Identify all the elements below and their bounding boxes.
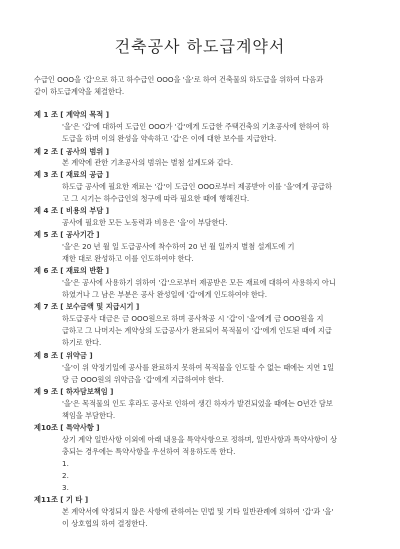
article-number: 제11조 (34, 495, 58, 504)
article-text: 급하고 그 나머지는 계약상의 도급공사가 완료되어 목적물이 '갑'에게 인도된 때에 지급 (62, 326, 332, 335)
article-heading: [ 공사기간 ] (60, 230, 100, 239)
article-number: 제 6 조 (34, 266, 58, 275)
article-5-header (34, 230, 400, 239)
article-text: 도급을 하며 이의 완성을 약속하고 '갑'은 이에 대한 보수를 지급한다. (62, 134, 277, 143)
article-text: 하도급공사 대금은 금 OOO원으로 하며 공사착공 시 '갑'이 '을'에게 금 OOO원을 지 (62, 314, 324, 323)
article-text: 책임을 부담한다. (62, 411, 116, 420)
article-11-header (34, 495, 400, 504)
article-heading: [ 재료의 반환 ] (60, 266, 109, 275)
article-number: 제10조 (34, 423, 58, 432)
article-text: '을'은 20 년 월 일 도급공사에 착수하여 20 년 월 일까지 별첨 설계도에 기 (62, 242, 295, 251)
article-9-header (34, 387, 400, 396)
article-text: 공사에 필요한 모든 노동력과 비용은 '을'이 부담한다. (62, 218, 228, 227)
article-4-header (34, 206, 400, 215)
article-number: 제 9 조 (34, 387, 58, 396)
article-text: '을'이 위 약정기일에 공사를 완료하지 못하여 목적물을 인도할 수 없는 때에는 지연 1일 (62, 363, 335, 372)
article-8-header (34, 351, 400, 360)
intro-line: 같이 하도급계약을 체결한다. (34, 87, 125, 96)
article-text: 본 계약서에 약정되지 않은 사항에 관하여는 민법 및 기타 일반관례에 의하여 '갑'과 '을' (62, 507, 334, 516)
article-number: 제 7 조 (34, 302, 58, 311)
article-text: 고 그 시기는 하수급인의 청구에 따라 필요한 때에 행해진다. (62, 194, 250, 203)
article-2-header (34, 147, 400, 156)
article-text: 하였거나 그 남은 부분은 공사 완성일에 '갑'에게 인도하여야 한다. (62, 290, 268, 299)
special-item-3: 3. (62, 483, 69, 492)
article-text: 재한 대로 완성하고 이를 인도하여야 한다. (62, 254, 194, 263)
article-text: 충되는 경우에는 특약사항을 우선하여 적용하도록 한다. (62, 447, 236, 456)
article-number: 제 4 조 (34, 206, 58, 215)
article-number: 제 1 조 (34, 110, 58, 119)
article-heading: [ 위약금 ] (60, 351, 93, 360)
article-heading: [ 비용의 부담 ] (60, 206, 109, 215)
article-7-header (34, 302, 400, 311)
article-heading: [ 보수금액 및 지급시기 ] (60, 302, 140, 311)
article-6-header (34, 266, 400, 275)
article-number: 제 2 조 (34, 147, 58, 156)
article-heading: [ 공사의 범위 ] (60, 147, 109, 156)
document-title: 건축공사 하도급계약서 (114, 37, 286, 56)
article-number: 제 5 조 (34, 230, 58, 239)
article-text: '을'은 목적물의 인도 후라도 공사로 인하여 생긴 하자가 발견되었을 때에는 O년간 담보 (62, 399, 333, 408)
intro-line: 수급인 OOO을 '갑'으로 하고 하수급인 OOO을 '을'로 하여 건축물의 하도급을 위하여 다음과 (34, 75, 324, 84)
article-text: 이 상호협의 하여 결정한다. (62, 519, 148, 528)
article-10-header (34, 423, 400, 432)
article-text: 당 금 OOO원의 위약금을 '갑'에게 지급하여야 한다. (62, 375, 224, 384)
article-number: 제 8 조 (34, 351, 58, 360)
article-text: 하도급 공사에 필요한 재료는 '갑'이 도급인 OOO로부터 제공받아 이를 '을'에게 공급하 (62, 182, 332, 191)
article-text: 본 계약에 관한 기초공사의 범위는 별첨 설계도와 같다. (62, 158, 234, 167)
article-heading: [ 하자담보책임 ] (60, 387, 114, 396)
article-3-header (34, 170, 400, 179)
article-text: 상기 계약 일반사항 이외에 아래 내용을 특약사항으로 정하며, 일반사항과 특약사항이 상 (62, 435, 338, 444)
article-heading: [ 계약의 목적 ] (60, 110, 109, 119)
article-text: '을'은 '갑'에 대하여 도급인 OOO가 '갑'에게 도급한 주택건축의 기초공사에 한하여 하 (62, 122, 329, 131)
article-heading: [ 특약사항 ] (60, 423, 100, 432)
article-text: 하기로 한다. (62, 338, 102, 347)
article-number: 제 3 조 (34, 170, 58, 179)
article-heading: [ 기 타 ] (60, 495, 89, 504)
special-item-2: 2. (62, 471, 69, 480)
article-text: '을'은 공사에 사용하기 위하여 '갑'으로부터 제공받은 모든 재료에 대하여 사용하지 아니 (62, 278, 336, 287)
article-heading: [ 재료의 공급 ] (60, 170, 109, 179)
special-item-1: 1. (62, 459, 69, 468)
article-1-header (34, 110, 400, 119)
